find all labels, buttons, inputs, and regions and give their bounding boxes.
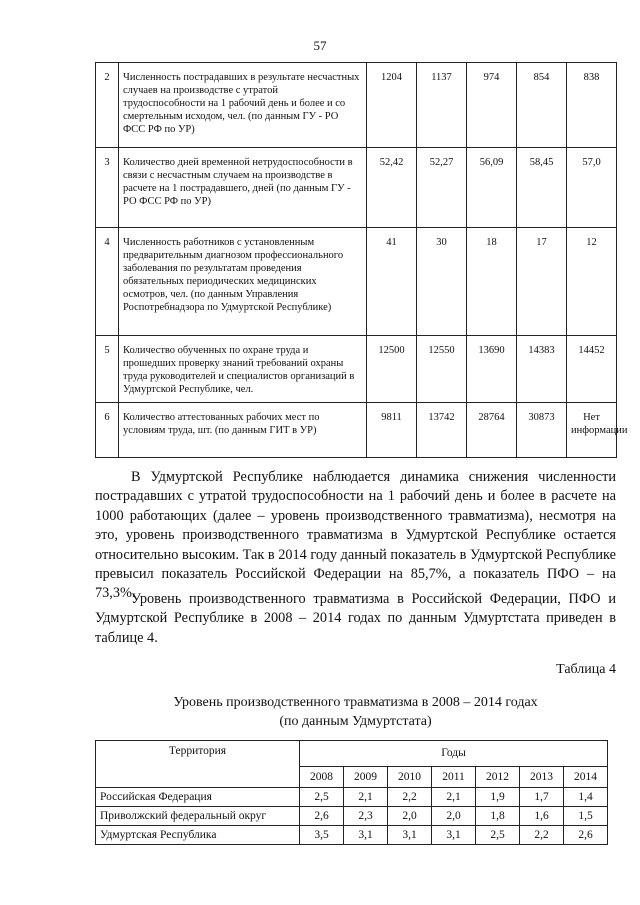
year-header: 2013 xyxy=(520,766,564,787)
table-cell: 2,3 xyxy=(344,807,388,826)
table-cell: 56,09 xyxy=(467,148,517,228)
table-cell: 14452 xyxy=(567,336,617,403)
territory-name: Приволжский федеральный округ xyxy=(96,807,300,826)
row-description: Численность работников с установленным предварительным диагнозом профессионального заболевания по результатам проведения обязательных периодических медицинских осмотров, чел. (по данным Управления Роспотребнадзора по Удмуртской Республике) xyxy=(119,228,367,336)
table-cell: 2,5 xyxy=(476,826,520,845)
injury-rate-table xyxy=(95,740,608,845)
table-cell: 58,45 xyxy=(517,148,567,228)
table-cell: 974 xyxy=(467,63,517,148)
table-row xyxy=(96,148,617,228)
table-cell: 17 xyxy=(517,228,567,336)
row-description: Численность пострадавших в результате несчастных случаев на производстве с утратой трудоспособности на 1 рабочий день и более и со смертельным исходом, чел. (по данным ГУ - РО ФСС РФ по УР) xyxy=(119,63,367,148)
table-cell: 18 xyxy=(467,228,517,336)
table-cell: 2,2 xyxy=(388,788,432,807)
table-cell: 12500 xyxy=(367,336,417,403)
row-number: 4 xyxy=(96,228,119,336)
table-cell: 2,6 xyxy=(300,807,344,826)
table-title-line: Уровень производственного травматизма в 2008 – 2014 годах xyxy=(173,695,538,710)
table-cell: 854 xyxy=(517,63,567,148)
column-header-territory: Территория xyxy=(96,741,300,788)
table-cell: 3,1 xyxy=(344,826,388,845)
row-description: Количество обученных по охране труда и прошедших проверку знаний требований охраны труда руководителей и специалистов организаций в Удмуртской Республике, чел. xyxy=(119,336,367,403)
paragraph: В Удмуртской Республике наблюдается динамика снижения численности пострадавших с утратой трудоспособности на 1 рабочий день и более в расчете на 1000 работающих (далее – уровень производственного травматизма), несмотря на это, уровень производственного травматизма в Удмуртской Республике остается относительно высоким. Так в 2014 году данный показатель в Удмуртской Республике превысил показатель Российской Федерации на 85,7%, а показатель ПФО – на 73,3%. xyxy=(95,469,616,602)
table-cell: 1,9 xyxy=(476,788,520,807)
table-row xyxy=(96,826,608,845)
table-caption: Таблица 4 xyxy=(556,662,616,677)
row-description: Количество дней временной нетрудоспособности в связи с несчастным случаем на производстве в расчете на 1 пострадавшего, дней (по данным ГУ - РО ФСС РФ по УР) xyxy=(119,148,367,228)
table-cell: 9811 xyxy=(367,403,417,458)
page-number: 57 xyxy=(313,38,327,53)
row-description: Количество аттестованных рабочих мест по условиям труда, шт. (по данным ГИТ в УР) xyxy=(119,403,367,458)
column-header-years: Годы xyxy=(300,741,608,767)
year-header: 2008 xyxy=(300,766,344,787)
table-cell: 1,4 xyxy=(564,788,608,807)
table-row xyxy=(96,336,617,403)
table-title-line: (по данным Удмуртстата) xyxy=(279,714,432,729)
table-cell: 52,42 xyxy=(367,148,417,228)
table-cell: 57,0 xyxy=(567,148,617,228)
year-header: 2011 xyxy=(432,766,476,787)
paragraph: Уровень производственного травматизма в Российской Федерации, ПФО и Удмуртской Республике в 2008 – 2014 годах по данным Удмуртстата приведен в таблице 4. xyxy=(95,591,616,646)
table-cell: 3,1 xyxy=(432,826,476,845)
table-cell: 12550 xyxy=(417,336,467,403)
table-cell: 13690 xyxy=(467,336,517,403)
table-cell: 2,0 xyxy=(388,807,432,826)
row-number: 5 xyxy=(96,336,119,403)
year-header: 2010 xyxy=(388,766,432,787)
table-cell: 3,5 xyxy=(300,826,344,845)
table-title xyxy=(95,693,616,731)
table-cell: 838 xyxy=(567,63,617,148)
table-cell: 1,8 xyxy=(476,807,520,826)
table-cell: Нет информации xyxy=(567,403,617,458)
year-header: 2009 xyxy=(344,766,388,787)
table-row xyxy=(96,63,617,148)
table-cell: 1,7 xyxy=(520,788,564,807)
table-cell: 2,2 xyxy=(520,826,564,845)
table-cell: 2,6 xyxy=(564,826,608,845)
table-row xyxy=(96,228,617,336)
territory-name: Удмуртская Республика xyxy=(96,826,300,845)
table-cell: 1,6 xyxy=(520,807,564,826)
year-header: 2012 xyxy=(476,766,520,787)
row-number: 2 xyxy=(96,63,119,148)
table-cell: 30873 xyxy=(517,403,567,458)
table-cell: 14383 xyxy=(517,336,567,403)
table-cell: 12 xyxy=(567,228,617,336)
table-header-row xyxy=(96,741,608,767)
indicators-table xyxy=(95,62,628,458)
table-cell: 1137 xyxy=(417,63,467,148)
year-header: 2014 xyxy=(564,766,608,787)
table-cell: 1,5 xyxy=(564,807,608,826)
table-cell: 13742 xyxy=(417,403,467,458)
table-cell: 41 xyxy=(367,228,417,336)
table-cell: 1204 xyxy=(367,63,417,148)
table-cell: 2,5 xyxy=(300,788,344,807)
table-row xyxy=(96,788,608,807)
table-cell: 3,1 xyxy=(388,826,432,845)
table-cell: 2,0 xyxy=(432,807,476,826)
table-row xyxy=(96,403,617,458)
table-cell: 52,27 xyxy=(417,148,467,228)
table-cell: 28764 xyxy=(467,403,517,458)
table-row xyxy=(96,807,608,826)
row-number: 6 xyxy=(96,403,119,458)
table-cell: 30 xyxy=(417,228,467,336)
row-number: 3 xyxy=(96,148,119,228)
territory-name: Российская Федерация xyxy=(96,788,300,807)
table-cell: 2,1 xyxy=(344,788,388,807)
table-cell: 2,1 xyxy=(432,788,476,807)
